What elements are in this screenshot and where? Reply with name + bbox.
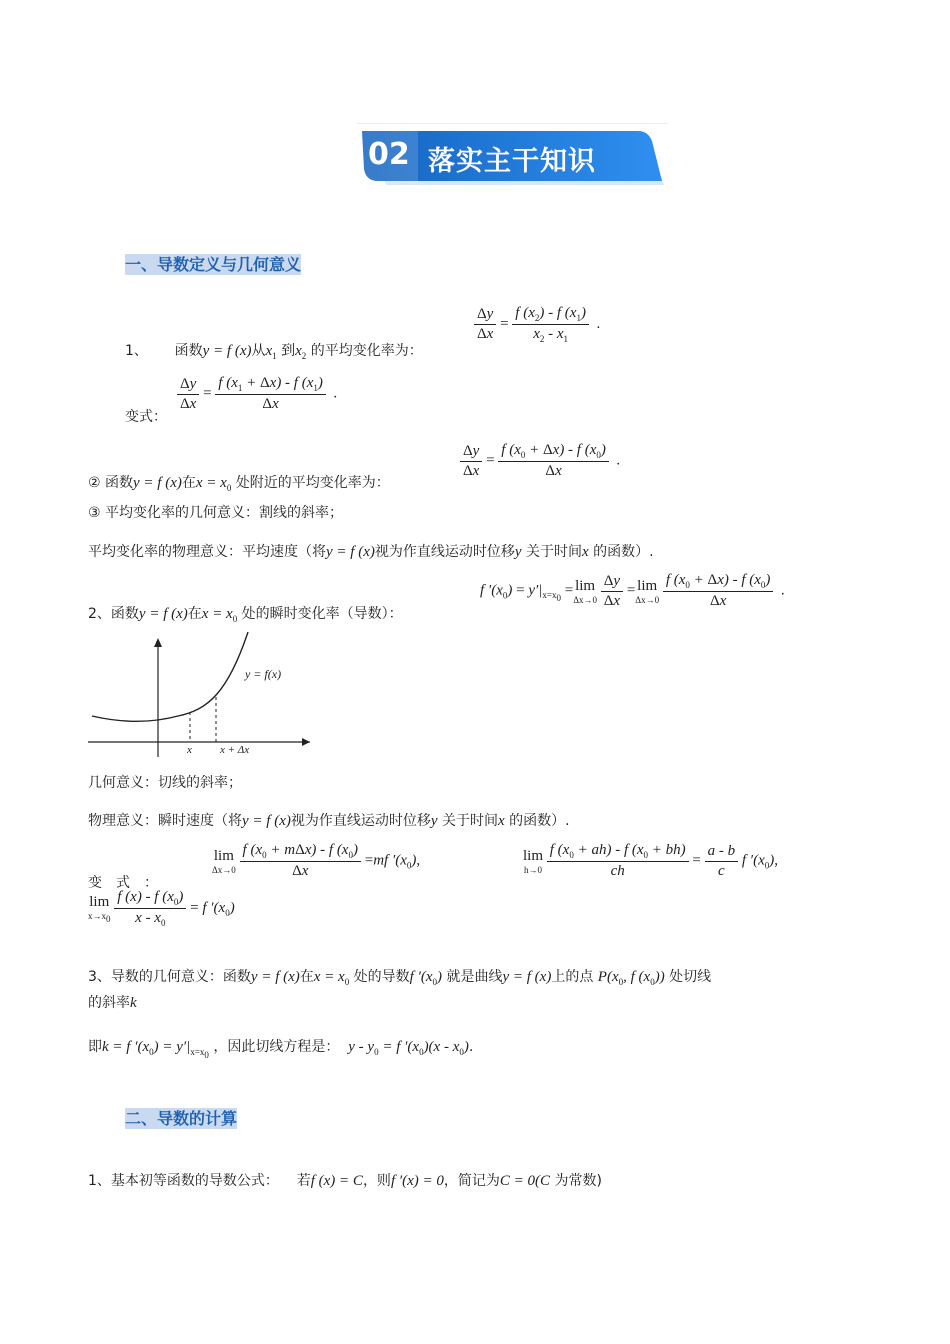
variant-label: 变式：: [125, 409, 167, 425]
item-3-text: 3、导数的几何意义：函数y = f (x)在$x = x_0$ 处的导数f $'(x_0)$ 就是曲线y = f (x)上的点 $P(x_0$, f $(x_0)$) 处切线: [88, 969, 712, 987]
function-curve: [92, 632, 248, 721]
section-heading-text: 二、导数的计算: [125, 1109, 238, 1128]
formula-avg-rate: $\frac{\Delta y}{\Delta x}$ = $\frac{f (x_2) - f (x_1)}{x_2 - x_1}$ .: [474, 305, 600, 344]
formula-derivative-def: f $'(x_0) = y'|_{x=x_0} = \lim$ Δx→0 $\frac{\Delta y}{\Delta x}$ = lim Δx→0 $\frac{f (x_0 + \Delta x) - f (x_0)}{\Delta x}$ .: [480, 572, 785, 609]
formula-local-avg: $\frac{\Delta y}{\Delta x}$ = $\frac{f (x_0 + \Delta x) - f (x_0)}{\Delta x}$ .: [460, 442, 620, 480]
section-heading-1: [125, 252, 301, 275]
y-axis-arrow-icon: [154, 638, 162, 647]
formula-variant: $\frac{\Delta y}{\Delta x}$ = $\frac{f (x_1 + \Delta x) - f (x_1)}{\Delta x}$ .: [177, 375, 337, 413]
item-1-text: 1、 函数y = f (x)从$x_1$ 到$x_2$ 的平均变化率为：: [125, 343, 423, 361]
tangent-graph: [88, 632, 318, 760]
item-3-tangent-line: 即k = f $'(x_0) = y'|_{x=x_0}$ ，因此切线方程是： $y - y_0 = f$ $'(x_0)(x - x_0)$.: [88, 1039, 474, 1060]
banner-title: 落实主干知识: [428, 146, 596, 177]
item-3-circle-text: ③ 平均变化率的几何意义：割线的斜率；: [88, 505, 343, 521]
section2-item-1: 1、基本初等函数的导数公式： 若f (x) = C，则f ′(x) = 0，简记为C = 0(C 为常数): [88, 1173, 602, 1189]
item-2-text: 2、函数y = f (x)在$x = x_0$ 处的瞬时变化率（导数）：: [88, 606, 403, 624]
banner-number: 02: [368, 137, 410, 172]
graph-x-label: x: [187, 744, 192, 756]
graph-xdx-label: x + Δx: [220, 744, 250, 756]
formula-variant-m: lim Δx→0 $\frac{f (x_0 + m\Delta x) - f (x_0)}{\Delta x}$ =mf $'(x_0)$,: [212, 842, 421, 879]
item-2-circle-text: ② 函数y = f (x)在$x = x_0$ 处附近的平均变化率为：: [88, 475, 390, 493]
physical-meaning-inst: 物理意义：瞬时速度（将y = f (x)视为作直线运动时位移y 关于时间x 的函数）.: [88, 813, 570, 829]
formula-variant-x: lim $x\to x_0$ $\frac{f (x) - f (x_0)}{x - x_0}$ = f $'(x_0)$: [88, 889, 235, 928]
section-heading-text: 一、导数定义与几何意义: [125, 255, 302, 274]
item-3-text-cont: 的斜率k: [88, 995, 137, 1011]
section-banner: [356, 123, 668, 193]
section-heading-2: [125, 1106, 237, 1129]
graph-curve-label: y = f(x): [245, 667, 282, 681]
geometric-meaning: 几何意义：切线的斜率；: [88, 775, 242, 791]
variant2-label: 变 式 ：: [88, 875, 158, 891]
formula-variant-ab: lim h→0 $\frac{f (x_0 + ah) - f (x_0 + bh)}{ch}$ = $\frac{a - b}{c}$ f $'(x_0)$,: [523, 842, 778, 879]
x-axis-arrow-icon: [302, 738, 310, 746]
physical-meaning-avg: 平均变化率的物理意义：平均速度（将y = f (x)视为作直线运动时位移y 关于时间x 的函数）.: [88, 544, 654, 560]
